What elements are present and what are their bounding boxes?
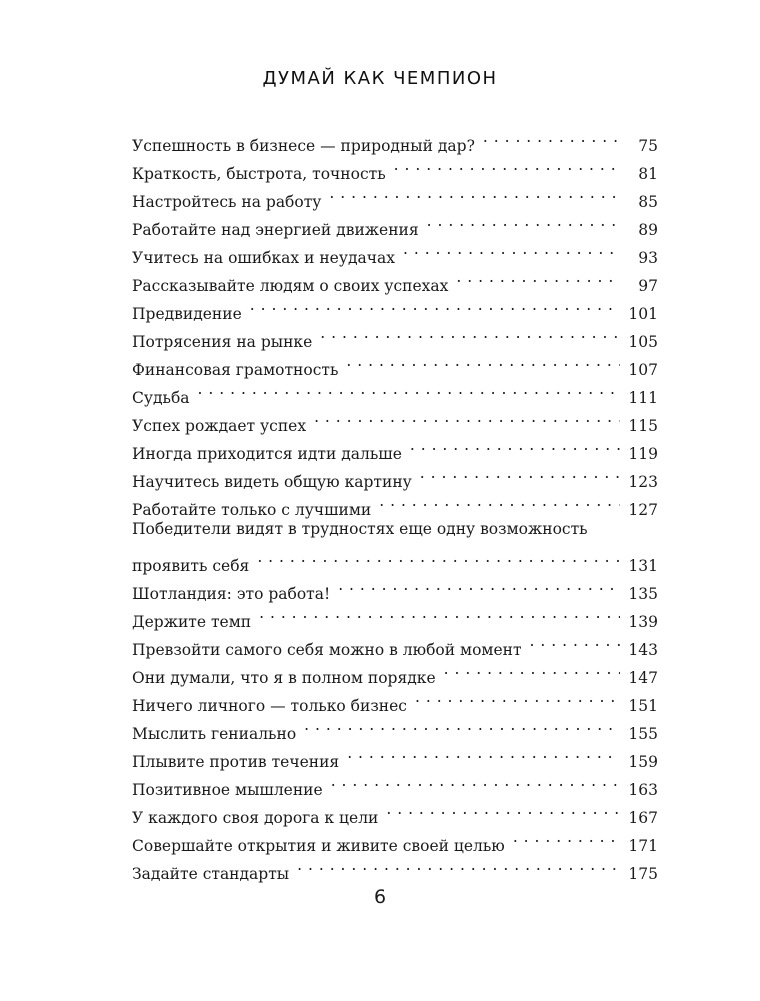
toc-leader-dots	[250, 291, 620, 319]
toc-entry	[132, 375, 658, 407]
toc-entry-page: 135	[628, 585, 658, 603]
toc-leader-dots	[403, 235, 620, 263]
toc-entry-page: 143	[628, 641, 658, 659]
toc-entry-line2	[132, 543, 658, 575]
toc-leader-dots	[444, 655, 620, 683]
toc-entry-page: 175	[628, 865, 658, 883]
table-of-contents	[132, 123, 658, 883]
toc-leader-dots	[456, 263, 620, 291]
toc-entry-title: Задайте стандарты	[132, 865, 290, 883]
toc-leader-dots	[331, 767, 620, 795]
toc-entry-title: Рассказывайте людям о своих успехах	[132, 277, 449, 295]
toc-entry-page: 151	[628, 697, 658, 715]
toc-entry-title: Работайте над энергией движения	[132, 221, 419, 239]
toc-entry-title: Мыслить гениально	[132, 725, 297, 743]
toc-entry-title: Предвидение	[132, 305, 242, 323]
toc-entry-title: Учитесь на ошибках и неудачах	[132, 249, 395, 267]
toc-entry-title: Успешность в бизнесе — природный дар?	[132, 137, 475, 155]
toc-entry-page: 167	[628, 809, 658, 827]
toc-leader-dots	[198, 375, 620, 403]
toc-entry-title-line1: Победители видят в трудностях еще одну возможность	[132, 520, 588, 538]
toc-leader-dots	[410, 431, 620, 459]
toc-leader-dots	[257, 543, 620, 571]
toc-entry-page: 155	[628, 725, 658, 743]
toc-leader-dots	[320, 319, 620, 347]
toc-entry	[132, 515, 658, 575]
toc-entry-title: Краткость, быстрота, точность	[132, 165, 386, 183]
toc-entry-page: 159	[628, 753, 658, 771]
toc-entry	[132, 403, 658, 435]
toc-leader-dots	[530, 627, 620, 655]
toc-entry-title: Позитивное мышление	[132, 781, 323, 799]
toc-entry-page: 111	[628, 389, 658, 407]
toc-entry-page: 107	[628, 361, 658, 379]
toc-entry-title: Успех рождает успех	[132, 417, 307, 435]
toc-leader-dots	[415, 683, 620, 711]
toc-entry	[132, 123, 658, 155]
toc-entry-page: 171	[628, 837, 658, 855]
toc-entry-page: 101	[628, 305, 658, 323]
toc-entry-title: Шотландия: это работа!	[132, 585, 331, 603]
toc-leader-dots	[420, 459, 620, 487]
toc-entry-title: Финансовая грамотность	[132, 361, 339, 379]
toc-entry-page: 147	[628, 669, 658, 687]
toc-entry-page: 115	[628, 417, 658, 435]
toc-leader-dots	[329, 179, 620, 207]
toc-entry-page: 81	[638, 165, 658, 183]
toc-leader-dots	[513, 823, 620, 851]
toc-leader-dots	[259, 599, 620, 627]
toc-entry-page: 105	[628, 333, 658, 351]
toc-entry-page: 123	[628, 473, 658, 491]
toc-entry-page: 93	[638, 249, 658, 267]
toc-leader-dots	[347, 739, 620, 767]
toc-leader-dots	[483, 123, 620, 151]
toc-entry-title: Они думали, что я в полном порядке	[132, 669, 436, 687]
toc-entry-page: 75	[638, 137, 658, 155]
toc-entry-title: Плывите против течения	[132, 753, 340, 771]
running-head: ДУМАЙ КАК ЧЕМПИОН	[262, 68, 498, 89]
toc-entry-page: 119	[628, 445, 658, 463]
toc-entry-title: Работайте только с лучшими	[132, 501, 372, 519]
toc-entry-title: Держите темп	[132, 613, 252, 631]
toc-leader-dots	[338, 571, 620, 599]
toc-entry-title: Ничего личного — только бизнес	[132, 697, 407, 715]
toc-entry-title: Настройтесь на работу	[132, 193, 322, 211]
toc-leader-dots	[386, 795, 620, 823]
toc-entry-page: 89	[638, 221, 658, 239]
toc-entry-title: Потрясения на рынке	[132, 333, 313, 351]
toc-leader-dots	[427, 207, 620, 235]
toc-entry-title: Судьба	[132, 389, 190, 407]
toc-leader-dots	[297, 851, 620, 879]
toc-entry-title-line2: проявить себя	[132, 557, 250, 575]
toc-entry-page: 127	[628, 501, 658, 519]
toc-entry-title: У каждого своя дорога к цели	[132, 809, 379, 827]
toc-entry-title: Иногда приходится идти дальше	[132, 445, 402, 463]
toc-entry-page: 85	[638, 193, 658, 211]
toc-entry-page: 139	[628, 613, 658, 631]
toc-leader-dots	[314, 403, 620, 431]
toc-leader-dots	[379, 487, 620, 515]
toc-entry-title: Научитесь видеть общую картину	[132, 473, 412, 491]
toc-leader-dots	[304, 711, 620, 739]
toc-entry-page: 131	[628, 557, 658, 575]
toc-entry-page: 97	[638, 277, 658, 295]
toc-leader-dots	[394, 151, 620, 179]
toc-leader-dots	[346, 347, 620, 375]
toc-entry-title: Совершайте открытия и живите своей целью	[132, 837, 505, 855]
toc-entry-page: 163	[628, 781, 658, 799]
toc-entry-title: Превзойти самого себя можно в любой момент	[132, 641, 522, 659]
page-number: 6	[373, 886, 387, 908]
